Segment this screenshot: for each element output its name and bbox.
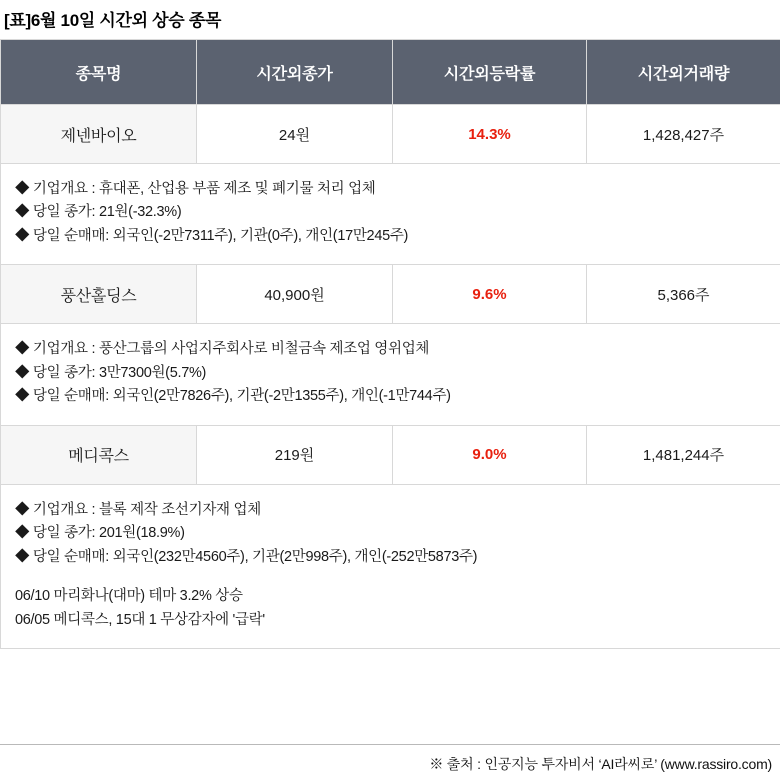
column-header-stock-name: 종목명: [1, 40, 197, 105]
page-title: [표]6월 10일 시간외 상승 종목: [4, 11, 222, 30]
cell-after-hours-close: 219원: [197, 425, 393, 484]
detail-line-daily-net-trade: ◆ 당일 순매매: 외국인(2만7826주), 기관(-2만1355주), 개인(-1만744주): [15, 388, 451, 405]
news-line: 06/10 마리화나(대마) 테마 3.2% 상승: [15, 588, 243, 605]
detail-cell: [1, 164, 780, 265]
table-body: [1, 105, 780, 649]
spacer: [0, 649, 780, 744]
cell-after-hours-rate: 14.3%: [393, 105, 587, 164]
cell-after-hours-close: 40,900원: [197, 265, 393, 324]
detail-line-daily-close: ◆ 당일 종가: 21원(-32.3%): [15, 204, 182, 221]
cell-after-hours-volume: 1,481,244주: [587, 425, 780, 484]
table-row: [1, 425, 780, 484]
cell-after-hours-rate: 9.0%: [393, 425, 587, 484]
detail-cell: [1, 324, 780, 425]
source-footer: ※ 출처 : 인공지능 투자비서 ‘AI라씨로’ (www.rassiro.com): [0, 744, 780, 780]
column-header-after-hours-close: 시간외종가: [197, 40, 393, 105]
table-row: [1, 265, 780, 324]
detail-cell: [1, 484, 780, 648]
cell-after-hours-volume: 5,366주: [587, 265, 780, 324]
cell-after-hours-close: 24원: [197, 105, 393, 164]
detail-line-daily-close: ◆ 당일 종가: 3만7300원(5.7%): [15, 364, 207, 381]
detail-line-daily-net-trade: ◆ 당일 순매매: 외국인(232만4560주), 기관(2만998주), 개인(-252만5873주): [15, 548, 478, 565]
table-header-row: [1, 40, 780, 105]
table-row: [1, 105, 780, 164]
detail-line-company-profile: ◆ 기업개요 : 블록 제작 조선기자재 업체: [15, 501, 261, 518]
detail-line-daily-close: ◆ 당일 종가: 201원(18.9%): [15, 525, 185, 542]
table-detail-row: [1, 484, 780, 648]
cell-after-hours-rate: 9.6%: [393, 265, 587, 324]
stock-table: [0, 39, 780, 649]
detail-line-company-profile: ◆ 기업개요 : 풍산그룹의 사업지주회사로 비철금속 제조업 영위업체: [15, 341, 430, 358]
cell-stock-name: 메디콕스: [1, 425, 197, 484]
news-block: [15, 585, 766, 632]
news-line: 06/05 메디콕스, 15대 1 무상감자에 '급락': [15, 611, 265, 628]
column-header-after-hours-volume: 시간외거래량: [587, 40, 780, 105]
detail-line-daily-net-trade: ◆ 당일 순매매: 외국인(-2만7311주), 기관(0주), 개인(17만245주): [15, 227, 409, 244]
table-header: [1, 40, 780, 105]
table-detail-row: [1, 324, 780, 425]
column-header-after-hours-rate: 시간외등락률: [393, 40, 587, 105]
cell-stock-name: 풍산홀딩스: [1, 265, 197, 324]
cell-after-hours-volume: 1,428,427주: [587, 105, 780, 164]
cell-stock-name: 제넨바이오: [1, 105, 197, 164]
detail-line-company-profile: ◆ 기업개요 : 휴대폰, 산업용 부품 제조 및 폐기물 처리 업체: [15, 181, 376, 197]
table-detail-row: [1, 164, 780, 265]
